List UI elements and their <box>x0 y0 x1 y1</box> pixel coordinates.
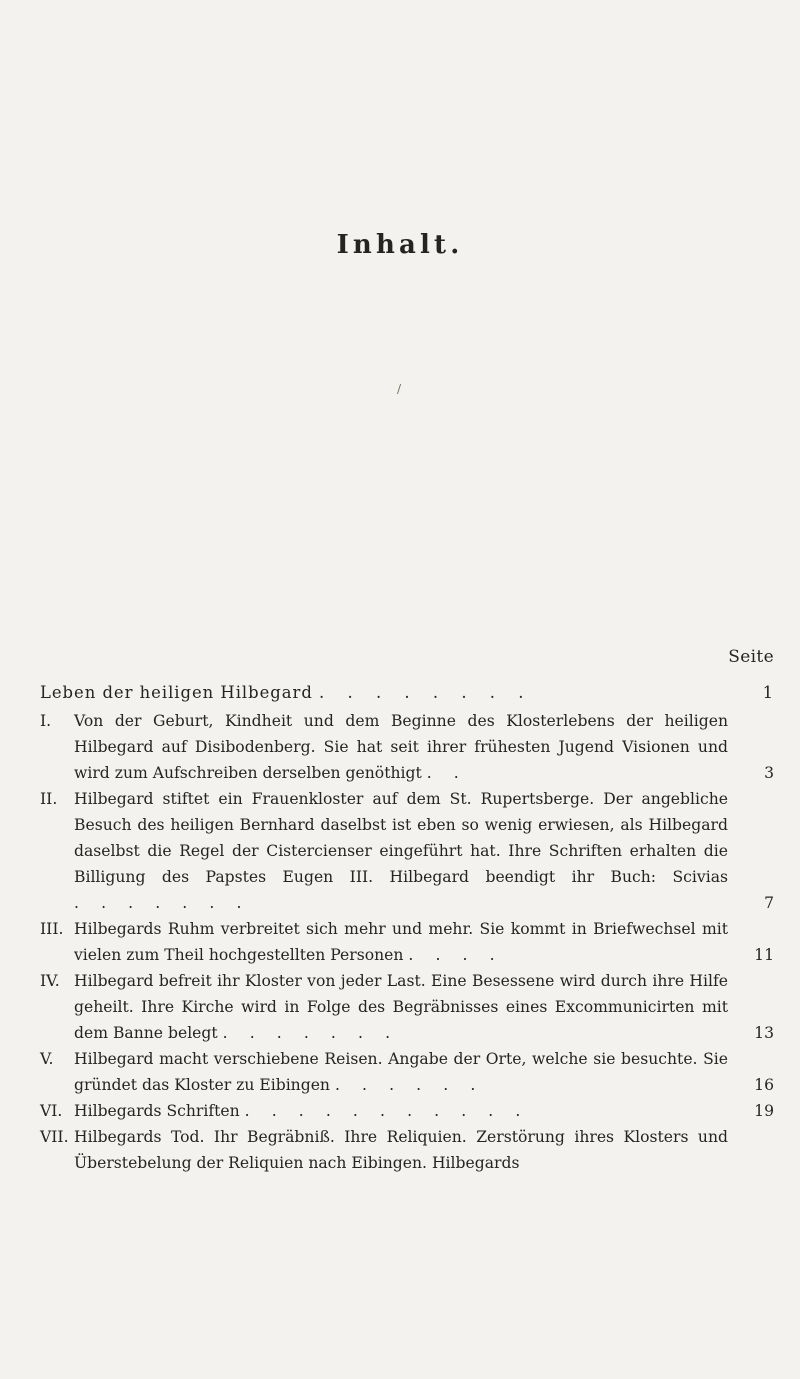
toc-entry-label: Hilbegards Schriften <box>74 1102 240 1120</box>
toc-page-number: 11 <box>754 946 774 964</box>
toc-heading-label: Leben der heiligen Hilbegard <box>40 683 313 702</box>
toc-dots: . . . . . . . . . . . <box>244 1102 529 1120</box>
toc-page-number: 19 <box>754 1102 774 1120</box>
toc-entry-label: Hilbegards Ruhm verbreitet sich mehr und mehr. Sie kommt in Briefwechsel mit vielen zum Theil hochgestellten Personen <box>74 920 728 964</box>
toc-entry <box>40 786 774 916</box>
toc-heading-row <box>40 680 774 706</box>
toc-dots: . . . . . . . . <box>319 683 533 702</box>
toc-entry-text <box>74 968 774 1046</box>
toc-heading-text <box>40 680 774 706</box>
toc-entry-number: I. <box>40 712 52 730</box>
toc-entry-label: Hilbegards Tod. Ihr Begräbniß. Ihre Reliquien. Zerstörung ihres Klosters und Überstebelung der Reliquien nach Eibingen. Hilbegards <box>74 1128 728 1172</box>
toc-entry-label: Von der Geburt, Kindheit und dem Beginne des Klosterlebens der heiligen Hilbegard auf Disibodenberg. Sie hat seit ihrer frühesten Jugend Visionen und wird zum Aufschreiben derselben genöthigt <box>74 712 728 782</box>
toc-entry-number: VI. <box>40 1102 63 1120</box>
toc-entry-number: V. <box>40 1050 54 1068</box>
toc-entry-number: III. <box>40 920 64 938</box>
toc-entry-text <box>74 916 774 968</box>
toc-entry-text <box>74 1124 774 1176</box>
toc-dots: . . . . . . . <box>74 894 250 912</box>
toc-entry <box>40 968 774 1046</box>
toc-page-number: 13 <box>754 1024 774 1042</box>
toc-entry <box>40 1124 774 1176</box>
toc-dots: . . <box>426 764 468 782</box>
toc-entry <box>40 708 774 786</box>
toc-entry-text <box>74 1046 774 1098</box>
toc-entry <box>40 1046 774 1098</box>
toc-dots: . . . . . . <box>334 1076 484 1094</box>
page-column-label: Seite <box>728 647 774 667</box>
toc-page-number: 16 <box>754 1076 774 1094</box>
stray-mark: / <box>397 382 402 396</box>
toc-dots: . . . . <box>408 946 504 964</box>
toc-entry-text <box>74 708 774 786</box>
toc-entry-label: Hilbegard macht verschiebene Reisen. Angabe der Orte, welche sie besuchte. Sie gründet das Kloster zu Eibingen <box>74 1050 728 1094</box>
toc-page-number: 3 <box>764 764 774 782</box>
toc-entry-number: VII. <box>40 1128 69 1146</box>
toc-page-number: 7 <box>764 894 774 912</box>
toc-entry-text <box>74 1098 774 1124</box>
toc-entry-label: Hilbegard befreit ihr Kloster von jeder Last. Eine Besessene wird durch ihre Hilfe geheilt. Ihre Kirche wird in Folge des Begräbnisses eines Excommunicirten mit dem Banne belegt <box>74 972 728 1042</box>
toc-entry-number: IV. <box>40 972 60 990</box>
page-title: Inhalt. <box>336 230 464 260</box>
table-of-contents <box>40 680 774 1176</box>
toc-entry-number: II. <box>40 790 58 808</box>
toc-entry <box>40 1098 774 1124</box>
toc-dots: . . . . . . . <box>222 1024 399 1042</box>
toc-page-number: 1 <box>762 683 774 702</box>
toc-entry <box>40 916 774 968</box>
toc-entry-text <box>74 786 774 916</box>
toc-entry-label: Hilbegard stiftet ein Frauenkloster auf dem St. Rupertsberge. Der angebliche Besuch des heiligen Bernhard daselbst ist eben so wenig erwiesen, als Hilbegard daselbst die Regel der Cistercienser eingeführt hat. Ihre Schriften erhalten die Billigung des Papstes Eugen III. Hilbegard beendigt ihr Buch: Scivias <box>74 790 728 886</box>
